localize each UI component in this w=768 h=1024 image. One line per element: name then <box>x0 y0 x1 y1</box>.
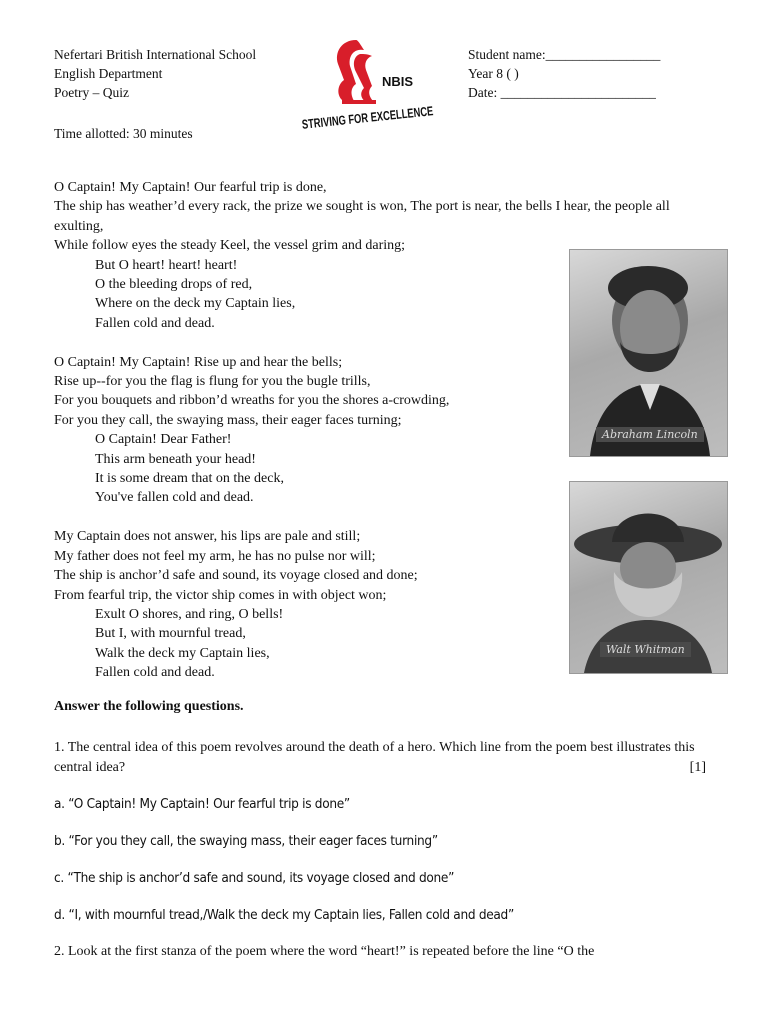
question-1-marks: [1] <box>689 760 706 775</box>
question-2-text: 2. Look at the first stanza of the poem where the word “heart!” is repeated before the line “O the <box>54 944 595 959</box>
poem-line: Fallen cold and dead. <box>95 665 215 681</box>
option-a: a. “O Captain! My Captain! Our fearful trip is done” <box>54 796 350 812</box>
poem-line: But O heart! heart! heart! <box>95 257 238 273</box>
header-left <box>54 45 256 102</box>
time-allotted: Time allotted: 30 minutes <box>54 126 193 141</box>
whitman-caption: Walt Whitman <box>600 642 691 657</box>
poem-line: From fearful trip, the victor ship comes in with object won; <box>54 587 387 603</box>
poem-line: O the bleeding drops of red, <box>95 277 253 293</box>
school-name: Nefertari British International School <box>54 47 257 62</box>
poem-line: My Captain does not answer, his lips are pale and still; <box>54 529 361 545</box>
poem-line: You've fallen cold and dead. <box>95 490 254 506</box>
poem-line: The ship has weather’d every rack, the prize we sought is won, The port is near, the bells I hear, the people all exulting, <box>54 199 670 234</box>
option-b: b. “For you they call, the swaying mass, their eager faces turning” <box>54 833 438 849</box>
subject-title: Poetry – Quiz <box>54 85 129 100</box>
school-logo <box>298 36 486 132</box>
question-1 <box>54 738 706 778</box>
lincoln-portrait <box>569 249 728 457</box>
year-field: Year 8 ( ) <box>468 66 519 81</box>
poem-line: O Captain! My Captain! Our fearful trip is done, <box>54 180 327 195</box>
question-1-text: 1. The central idea of this poem revolves around the death of a hero. Which line from the poem best illustrates this central idea? <box>54 740 695 775</box>
poem-line: This arm beneath your head! <box>95 451 256 467</box>
poem-line: Fallen cold and dead. <box>95 315 215 331</box>
whitman-portrait <box>569 481 728 674</box>
poem-line: O Captain! My Captain! Rise up and hear the bells; <box>54 354 343 370</box>
poem-line: O Captain! Dear Father! <box>95 432 232 448</box>
poem-line: For you bouquets and ribbon’d wreaths for you the shores a-crowding, <box>54 393 450 409</box>
questions-title: Answer the following questions. <box>54 699 244 714</box>
poem-line: Where on the deck my Captain lies, <box>95 296 296 312</box>
poem-line: Walk the deck my Captain lies, <box>95 645 270 661</box>
option-c: c. “The ship is anchor’d safe and sound, its voyage closed and done” <box>54 870 455 886</box>
header-right <box>468 45 660 102</box>
logo-motto: STRIVING FOR EXCELLENCE <box>301 97 486 132</box>
option-d: d. “I, with mournful tread,/Walk the deck my Captain lies, Fallen cold and dead” <box>54 907 514 923</box>
department-name: English Department <box>54 66 163 81</box>
logo-text: NBIS <box>382 74 414 89</box>
poem-line: For you they call, the swaying mass, their eager faces turning; <box>54 412 402 428</box>
student-name-field: Student name:_________________ <box>468 47 661 62</box>
poem-line: It is some dream that on the deck, <box>95 471 284 487</box>
lincoln-caption: Abraham Lincoln <box>596 427 704 442</box>
poem-line: Exult O shores, and ring, O bells! <box>95 606 284 622</box>
poem-line: Rise up--for you the flag is flung for you the bugle trills, <box>54 374 371 390</box>
date-field: Date: _______________________ <box>468 85 656 100</box>
poem-line: My father does not feel my arm, he has no pulse nor will; <box>54 548 376 564</box>
poem-line: The ship is anchor’d safe and sound, its voyage closed and done; <box>54 568 418 584</box>
poem-line: While follow eyes the steady Keel, the vessel grim and daring; <box>54 238 406 254</box>
poem-line: But I, with mournful tread, <box>95 626 246 642</box>
